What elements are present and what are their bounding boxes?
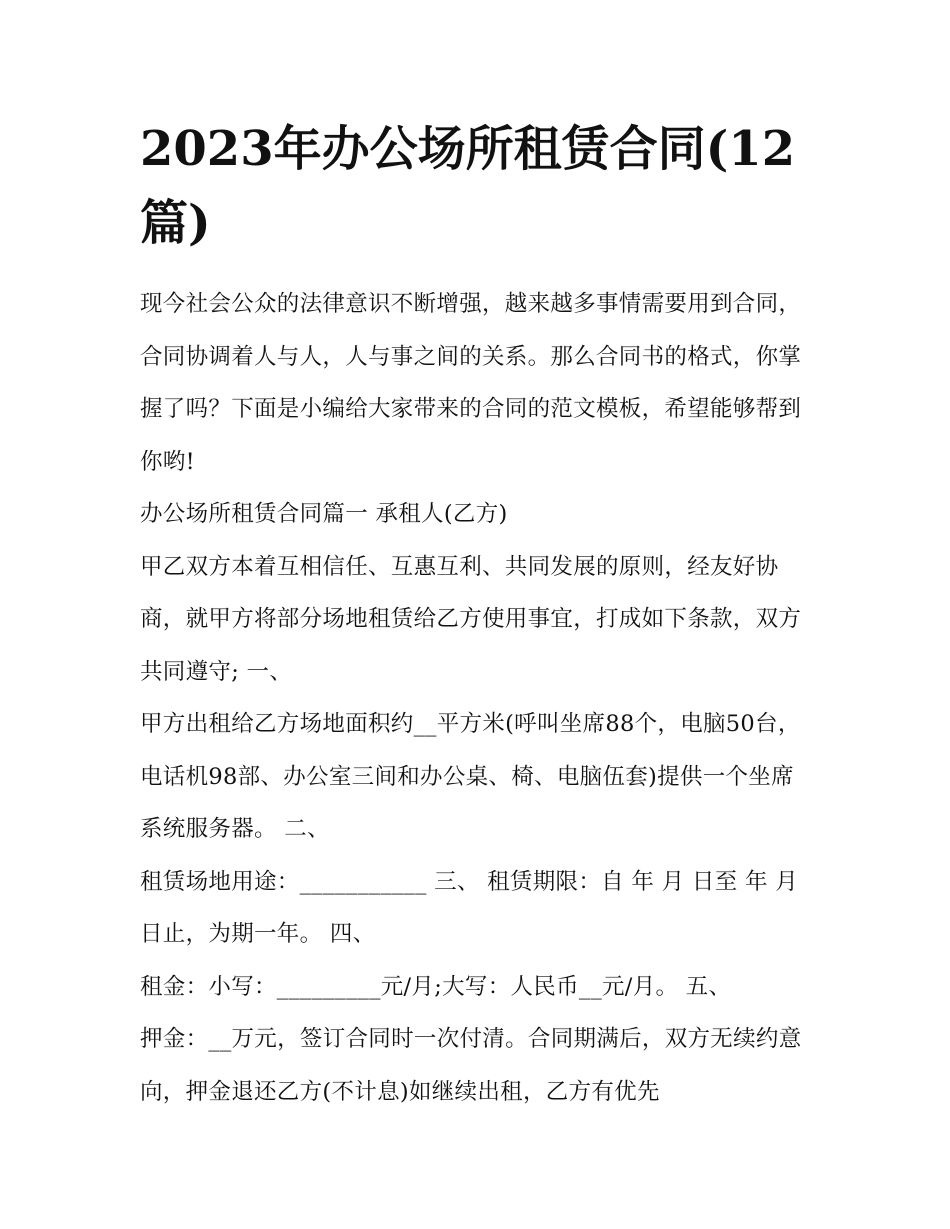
document-body — [140, 278, 812, 1118]
body-paragraph: 押金：__万元，签订合同时一次付清。合同期满后，双方无续约意向，押金退还乙方(不计息)如继续出租，乙方有优先 — [140, 1026, 802, 1105]
body-paragraph: 租金：小写：_________元/月;大写：人民币__元/月。 五、 — [140, 973, 732, 1000]
body-paragraph: 甲乙双方本着互相信任、互惠互利、共同发展的原则，经友好协商，就甲方将部分场地租赁给乙方使用事宜，打成如下条款，双方共同遵守; 一、 — [140, 553, 802, 685]
body-paragraph: 甲方出租给乙方场地面积约__平方米(呼叫坐席88个，电脑50台，电话机98部、办公室三间和办公桌、椅、电脑伍套)提供一个坐席系统服务器。 二、 — [140, 711, 801, 842]
document-title: 2023年办公场所租赁合同(12篇) — [140, 121, 796, 251]
intro-paragraph: 现今社会公众的法律意识不断增强，越来越多事情需要用到合同，合同协调着人与人，人与事之间的关系。那么合同书的格式，你掌握了吗？下面是小编给大家带来的合同的范文模板，希望能够帮到你哟! — [140, 291, 802, 475]
section-heading: 办公场所租赁合同篇一 承租人(乙方) — [140, 501, 508, 527]
body-paragraph: 租赁场地用途：___________ 三、 租赁期限：自 年 月 日至 年 月 日止，为期一年。 四、 — [140, 868, 799, 947]
